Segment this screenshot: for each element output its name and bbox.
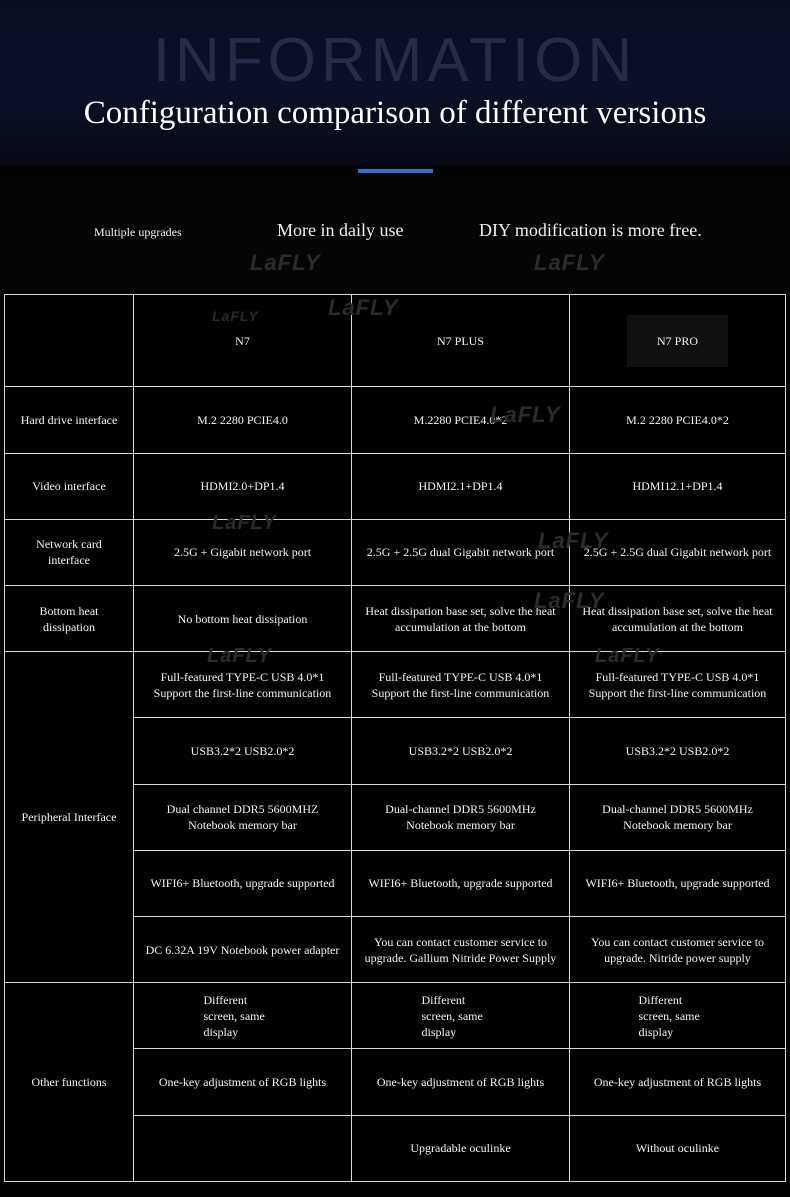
- cell-n7-pro: M.2 2280 PCIE4.0*2: [570, 387, 786, 453]
- watermark-logo: LaFLY: [212, 512, 277, 534]
- cell-n7: WIFI6+ Bluetooth, upgrade supported: [134, 850, 352, 916]
- table-row: [5, 983, 786, 1049]
- hero-banner: [0, 0, 790, 165]
- accent-divider: [358, 169, 433, 173]
- table-row: [5, 387, 786, 453]
- cell-n7-plus: M.2280 PCIE4.0*2: [352, 387, 570, 453]
- feature-daily-use: More in daily use: [277, 220, 404, 240]
- cell-n7-pro: WIFI6+ Bluetooth, upgrade supported: [570, 850, 786, 916]
- cell-n7-pro: Full-featured TYPE-C USB 4.0*1 Support the first-line communication: [570, 652, 786, 718]
- row-label-bottom-heat: Bottom heat dissipation: [5, 585, 134, 651]
- cell-n7-plus: Full-featured TYPE-C USB 4.0*1 Support the first-line communication: [352, 652, 570, 718]
- table-row: [5, 585, 786, 651]
- cell-n7-text: Different screen, same display: [203, 992, 265, 1039]
- cell-n7-plus: WIFI6+ Bluetooth, upgrade supported: [352, 850, 570, 916]
- cell-n7-plus: USB3.2*2 USB2.0*2: [352, 718, 570, 784]
- cell-n7-plus: You can contact customer service to upgrade. Gallium Nitride Power Supply: [352, 917, 570, 983]
- cell-n7: [134, 983, 352, 1049]
- background-word: INFORMATION: [152, 26, 638, 95]
- comparison-table: [4, 294, 786, 1182]
- watermark-logo: LaFLY: [212, 308, 259, 324]
- feature-diy: DIY modification is more free.: [479, 220, 702, 240]
- feature-multiple-upgrades: Multiple upgrades: [94, 225, 182, 239]
- row-label-other: Other functions: [5, 983, 134, 1182]
- cell-n7-pro: HDMI12.1+DP1.4: [570, 453, 786, 519]
- cell-n7-plus-text: Different screen, same display: [421, 992, 483, 1039]
- row-label-hard-drive: Hard drive interface: [5, 387, 134, 453]
- watermark-logo: LaFLY: [328, 295, 399, 320]
- cell-n7-pro: 2.5G + 2.5G dual Gigabit network port: [570, 519, 786, 585]
- cell-n7-plus: [352, 983, 570, 1049]
- cell-n7: No bottom heat dissipation: [134, 585, 352, 651]
- row-label-video: Video interface: [5, 453, 134, 519]
- cell-n7-pro-text: Different screen, same display: [638, 992, 700, 1039]
- cell-n7-plus: Dual-channel DDR5 5600MHz Notebook memory bar: [352, 784, 570, 850]
- cell-n7: [134, 1115, 352, 1181]
- watermark-logo: LaFLY: [534, 250, 605, 275]
- watermark-logo: LaFLY: [250, 250, 321, 275]
- cell-n7-pro: You can contact customer service to upgrade. Nitride power supply: [570, 917, 786, 983]
- cell-n7-pro: Without oculinke: [570, 1115, 786, 1181]
- cell-n7-plus: 2.5G + 2.5G dual Gigabit network port: [352, 519, 570, 585]
- watermark-logo: LaFLY: [534, 588, 605, 613]
- header-row: [5, 295, 786, 387]
- watermark-logo: LaFLY: [207, 645, 272, 667]
- cell-n7: USB3.2*2 USB2.0*2: [134, 718, 352, 784]
- cell-n7-pro: [570, 983, 786, 1049]
- cell-n7-plus: Heat dissipation base set, solve the heat accumulation at the bottom: [352, 585, 570, 651]
- header-n7-pro-label: N7 PRO: [627, 315, 728, 367]
- watermark-logo: LaFLY: [538, 528, 609, 553]
- cell-n7-pro: Heat dissipation base set, solve the heat accumulation at the bottom: [570, 585, 786, 651]
- cell-n7: M.2 2280 PCIE4.0: [134, 387, 352, 453]
- cell-n7-pro: USB3.2*2 USB2.0*2: [570, 718, 786, 784]
- header-n7-pro: [570, 295, 786, 387]
- cell-n7: Full-featured TYPE-C USB 4.0*1 Support the first-line communication: [134, 652, 352, 718]
- watermark-logo: LaFLY: [595, 645, 660, 667]
- cell-n7-pro: One-key adjustment of RGB lights: [570, 1049, 786, 1115]
- header-n7: N7: [134, 295, 352, 387]
- page-title: Configuration comparison of different versions: [83, 95, 707, 131]
- cell-n7: One-key adjustment of RGB lights: [134, 1049, 352, 1115]
- watermark-logo: LaFLY: [490, 402, 561, 427]
- table-row: [5, 519, 786, 585]
- cell-n7-plus: Upgradable oculinke: [352, 1115, 570, 1181]
- cell-n7: HDMI2.0+DP1.4: [134, 453, 352, 519]
- cell-n7-plus: One-key adjustment of RGB lights: [352, 1049, 570, 1115]
- cell-n7-pro: Dual-channel DDR5 5600MHz Notebook memory bar: [570, 784, 786, 850]
- header-cell-empty: [5, 295, 134, 387]
- cell-n7: DC 6.32A 19V Notebook power adapter: [134, 917, 352, 983]
- cell-n7: 2.5G + Gigabit network port: [134, 519, 352, 585]
- cell-n7-plus: HDMI2.1+DP1.4: [352, 453, 570, 519]
- cell-n7: Dual channel DDR5 5600MHZ Notebook memory bar: [134, 784, 352, 850]
- row-label-network: Network card interface: [5, 519, 134, 585]
- table-row: [5, 652, 786, 718]
- header-n7-plus: N7 PLUS: [352, 295, 570, 387]
- row-label-peripheral: Peripheral Interface: [5, 652, 134, 983]
- table-row: [5, 453, 786, 519]
